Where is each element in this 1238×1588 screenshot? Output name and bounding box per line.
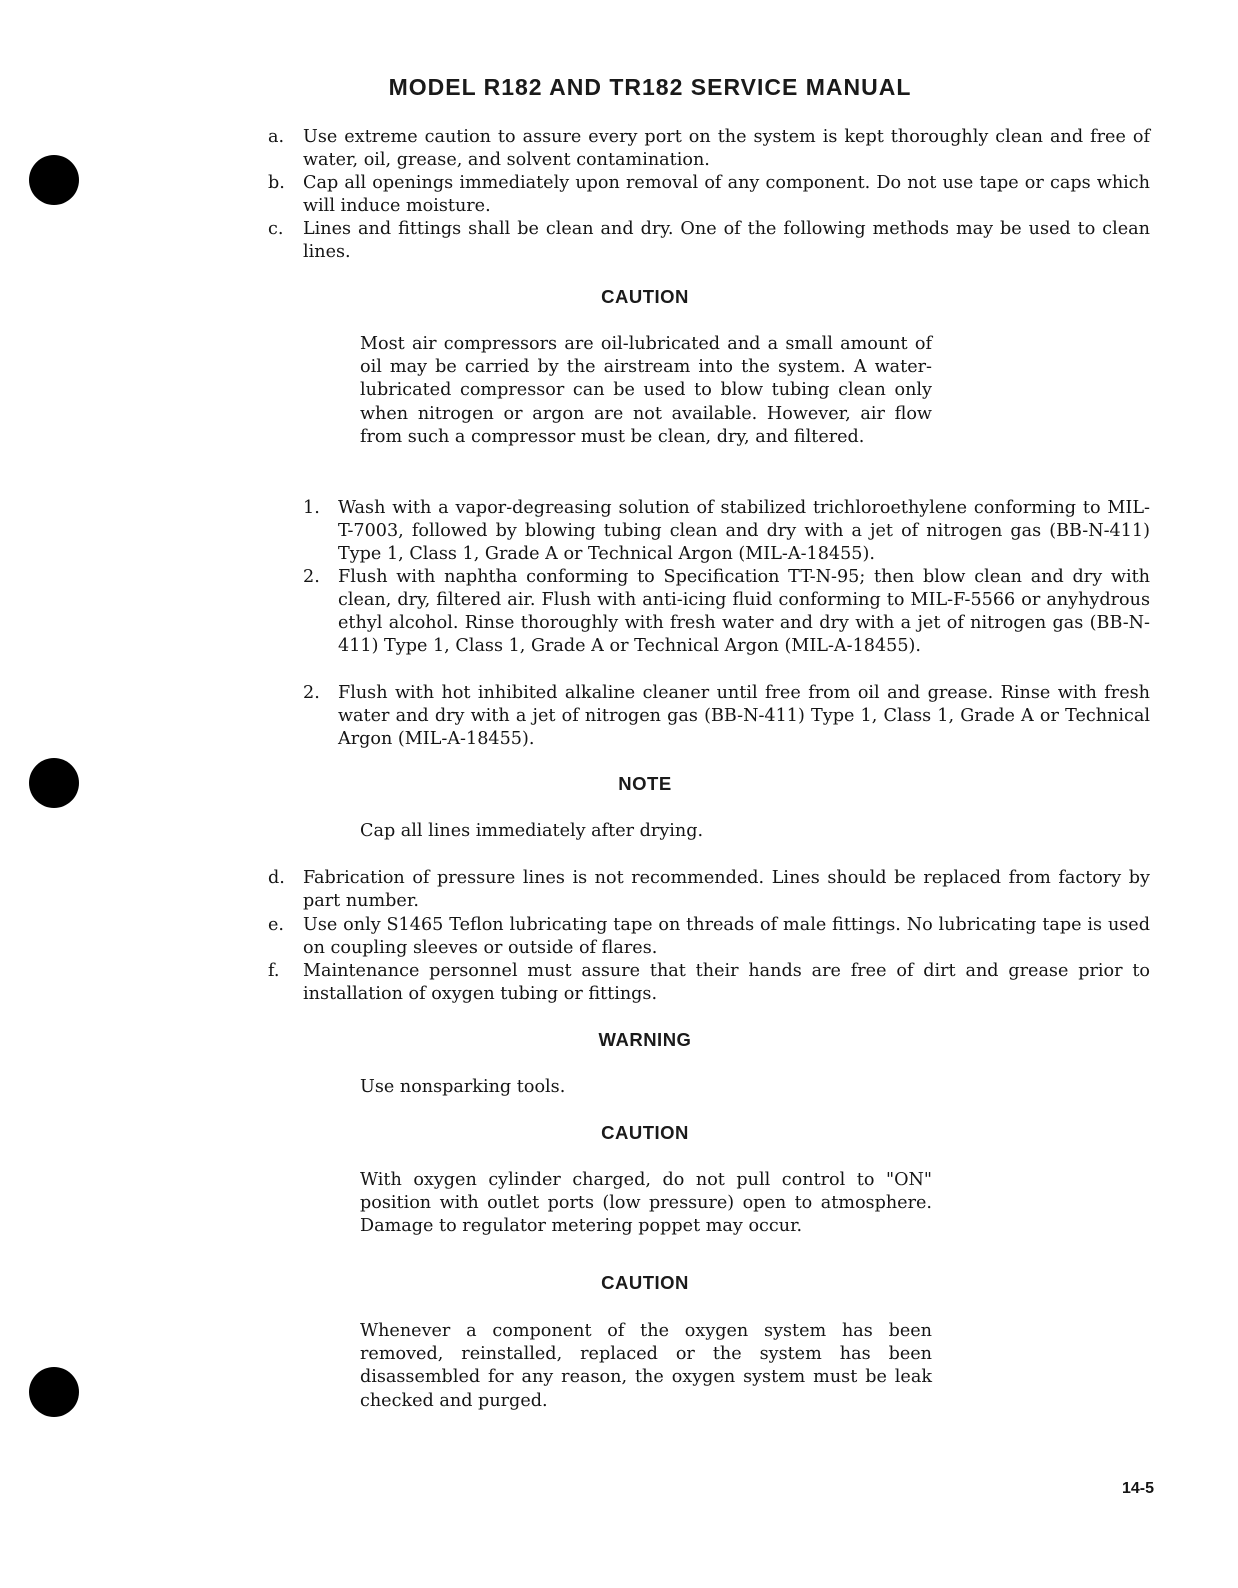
binder-hole-bottom	[29, 1367, 79, 1417]
list-item-text: Use extreme caution to assure every port on the system is kept thoroughly clean and free of water, oil, grease, and solvent contamination.	[303, 127, 1150, 170]
list-item-text: Lines and fittings shall be clean and dry. One of the following methods may be used to clean lines.	[303, 219, 1150, 262]
caution-text: Whenever a component of the oxygen system has been removed, reinstalled, replaced or the system has been disassembled for any reason, the oxygen system must be leak checked and purged.	[360, 1321, 932, 1411]
method-item	[303, 682, 1150, 751]
binder-hole-top	[29, 155, 79, 205]
list-item-label: e.	[268, 915, 285, 935]
list-item-text: Fabrication of pressure lines is not recommended. Lines should be replaced from factory by part number.	[303, 868, 1150, 911]
list-item	[268, 172, 1150, 218]
method-item	[303, 497, 1150, 566]
list-item-label: f.	[268, 961, 280, 981]
list-item-text: Maintenance personnel must assure that their hands are free of dirt and grease prior to installation of oxygen tubing or fittings.	[303, 961, 1150, 1004]
caution-heading: CAUTION	[601, 286, 689, 307]
list-item	[268, 126, 1150, 172]
list-item	[268, 960, 1150, 1006]
method-item-text: Flush with naphtha conforming to Specification TT-N-95; then blow clean and dry with clean, dry, filtered air. Flush with anti-icing fluid conforming to MIL-F-5566 or anyhydrous ethyl alcohol. Rinse thoroughly with fresh water and dry with a jet of nitrogen gas (BB-N-411) Type 1, Class 1, Grade A or Technical Argon (MIL-A-18455).	[338, 567, 1150, 656]
caution-text: Most air compressors are oil-lubricated and a small amount of oil may be carried by the airstream into the system. A water-lubricated compressor can be used to blow tubing clean only when nitrogen or argon are not available. However, air flow from such a compressor must be clean, dry, and filtered.	[360, 334, 932, 447]
warning-heading: WARNING	[598, 1029, 692, 1050]
list-item-text: Use only S1465 Teflon lubricating tape on threads of male fittings. No lubricating tape is used on coupling sleeves or outside of flares.	[303, 915, 1150, 958]
caution-text: With oxygen cylinder charged, do not pull control to "ON" position with outlet ports (low pressure) open to atmosphere. Damage to regulator metering poppet may occur.	[360, 1170, 932, 1237]
list-item-label: d.	[268, 868, 285, 888]
caution-heading: CAUTION	[601, 1272, 689, 1293]
list-item	[268, 867, 1150, 913]
method-item-label: 2.	[303, 683, 320, 703]
warning-text: Use nonsparking tools.	[360, 1077, 566, 1097]
list-item-label: b.	[268, 173, 285, 193]
method-item-label: 1.	[303, 498, 320, 518]
method-item-text: Wash with a vapor-degreasing solution of stabilized trichloroethylene conforming to MIL-T-7003, followed by blowing tubing clean and dry with a jet of nitrogen gas (BB-N-411) Type 1, Class 1, Grade A or Technical Argon (MIL-A-18455).	[338, 498, 1150, 564]
note-text: Cap all lines immediately after drying.	[360, 821, 704, 841]
method-item-text: Flush with hot inhibited alkaline cleaner until free from oil and grease. Rinse with fresh water and dry with a jet of nitrogen gas (BB-N-411) Type 1, Class 1, Grade A or Technical Argon (MIL-A-18455).	[338, 683, 1150, 749]
list-item-label: c.	[268, 219, 284, 239]
method-item-label: 2.	[303, 567, 320, 587]
note-heading: NOTE	[618, 773, 672, 794]
list-item	[268, 218, 1150, 264]
list-item-label: a.	[268, 127, 285, 147]
page-header-title: MODEL R182 AND TR182 SERVICE MANUAL	[388, 74, 912, 100]
list-item-text: Cap all openings immediately upon removal of any component. Do not use tape or caps which will induce moisture.	[303, 173, 1150, 216]
caution-heading: CAUTION	[601, 1122, 689, 1143]
binder-hole-middle	[29, 758, 79, 808]
list-item	[268, 914, 1150, 960]
page-number: 14-5	[1121, 1480, 1154, 1497]
method-item	[303, 566, 1150, 658]
